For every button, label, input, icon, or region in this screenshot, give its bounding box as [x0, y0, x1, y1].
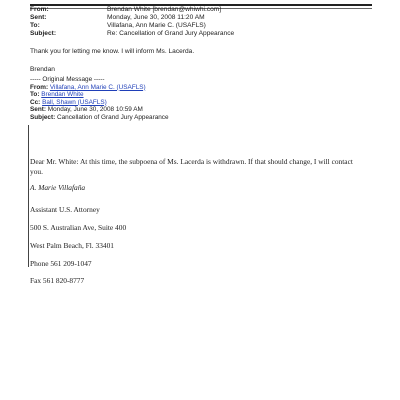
from-label: From: [30, 6, 49, 13]
original-separator: ----- Original Message ----- [30, 76, 105, 83]
sent-label: Sent: [30, 14, 47, 21]
original-from-link[interactable]: Villafana, Ann Marie C. (USAFLS) [49, 83, 146, 91]
reply-signature: Brendan [30, 66, 55, 73]
subject-label: Subject: [30, 30, 57, 37]
original-cc-label: Cc: [30, 98, 41, 106]
original-cc-link[interactable]: Ball, Shawn (USAFLS) [42, 98, 107, 106]
subject-value: Re: Cancellation of Grand Jury Appearance [107, 30, 235, 37]
from-value: Brendan White [brendan@whiwhi.com] [107, 6, 222, 13]
letter-address-2: West Palm Beach, Fl. 33401 [30, 241, 114, 250]
letter-address-1: 500 S. Australian Ave, Suite 400 [30, 223, 127, 232]
original-subject-row [30, 114, 169, 121]
original-sent-row [30, 106, 143, 113]
quote-bar [28, 125, 29, 267]
letter-line-1: Dear Mr. White: At this time, the subpoena of Ms. Lacerda is withdrawn. If that should change, I will contact [30, 157, 353, 166]
to-label: To: [30, 22, 40, 29]
letter-fax: Fax 561 820-8777 [30, 276, 85, 285]
letter-signature-name: A. Marie Villafaña [30, 183, 86, 192]
original-cc-row [30, 99, 107, 106]
letter-phone: Phone 561 209-1047 [30, 259, 92, 268]
original-from-row [30, 84, 146, 91]
original-subject-label: Subject: [30, 113, 56, 121]
letter-title: Assistant U.S. Attorney [30, 205, 100, 214]
original-to-row [30, 91, 84, 98]
original-from-label: From: [30, 83, 49, 91]
reply-text: Thank you for letting me know. I will inform Ms. Lacerda. [30, 48, 195, 55]
letter-line-2: you. [30, 167, 43, 176]
original-to-label: To: [30, 91, 40, 98]
sent-value: Monday, June 30, 2008 11:20 AM [107, 14, 205, 21]
to-value: Villafana, Ann Marie C. (USAFLS) [107, 22, 206, 29]
original-to-link[interactable]: Brendan White [41, 91, 84, 98]
original-sent-value: Monday, June 30, 2008 10:59 AM [47, 106, 143, 113]
original-sent-label: Sent: [30, 106, 46, 113]
original-subject-value: Cancellation of Grand Jury Appearance [57, 113, 169, 121]
